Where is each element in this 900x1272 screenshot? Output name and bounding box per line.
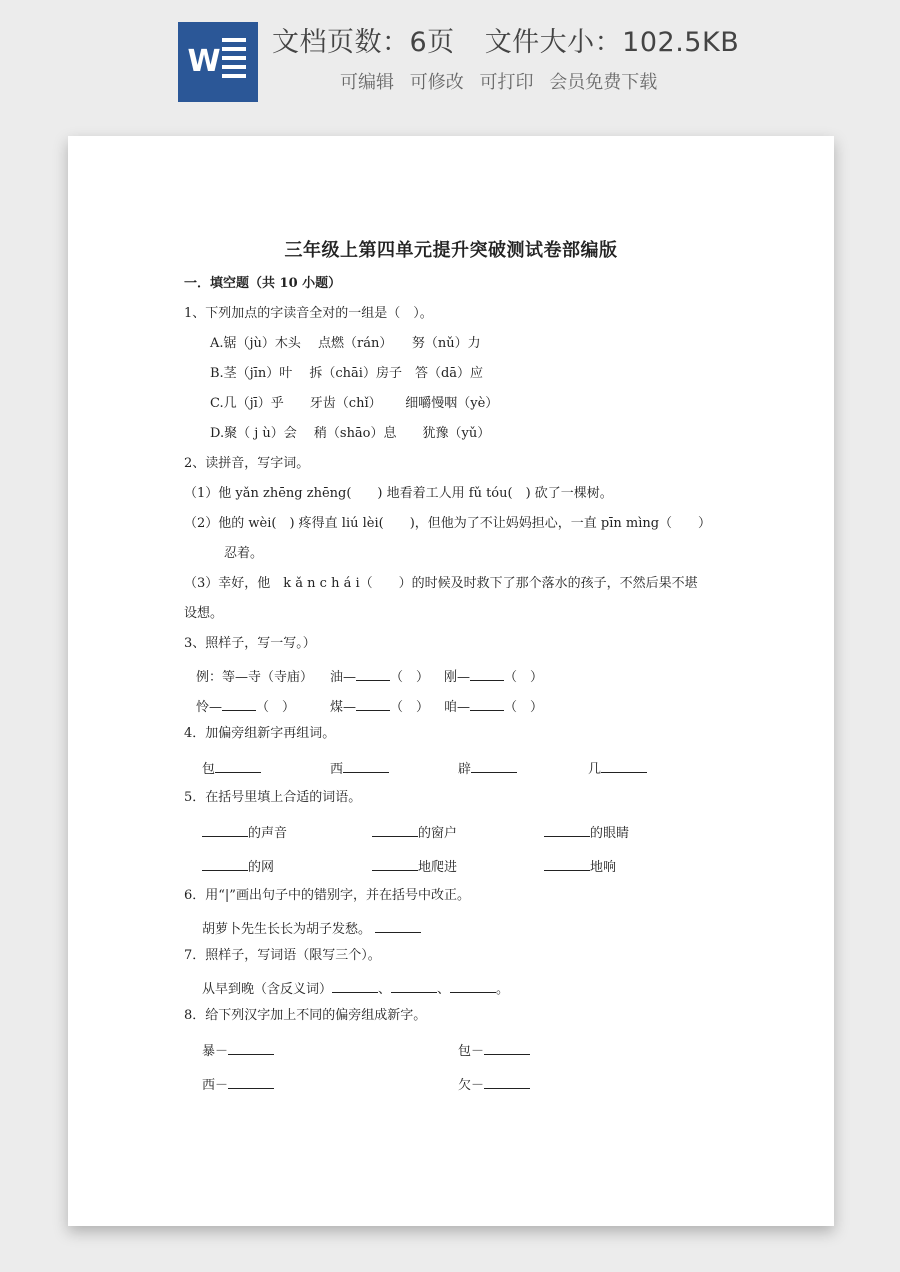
item-text: 的眼睛 <box>590 826 630 841</box>
item-char: 欠－ <box>458 1078 485 1093</box>
item-char: 咱— <box>444 700 471 715</box>
feature-editable: 可编辑 <box>340 72 394 93</box>
question-2-line-3: （3）幸好，他 k ǎ n c h á i（ ）的时候及时救下了那个落水的孩子，不然后果不堪 <box>184 576 698 591</box>
question-3-example: 例：等—寺（寺庙） <box>196 670 314 685</box>
question-5-item <box>544 856 616 875</box>
answer-blank[interactable] <box>332 980 378 993</box>
answer-blank[interactable] <box>470 668 504 681</box>
question-2-stem: 2、读拼音，写字词。 <box>184 456 310 471</box>
answer-blank[interactable] <box>470 698 504 711</box>
item-char: 西 <box>330 762 344 777</box>
answer-blank[interactable] <box>544 824 590 837</box>
question-2-line-1: （1）他 yǎn zhēng zhēng( ) 地看着工人用 fǔ tóu( ) 砍了一棵树。 <box>184 486 613 501</box>
item-paren: （ ） <box>390 700 430 715</box>
answer-blank[interactable] <box>228 1042 274 1055</box>
item-char: 煤— <box>330 700 357 715</box>
separator: 、 <box>437 982 451 997</box>
document-title: 三年级上第四单元提升突破测试卷部编版 <box>284 240 618 261</box>
item-paren: （ ） <box>390 670 430 685</box>
item-char: 包 <box>202 762 216 777</box>
question-8-item <box>202 1074 274 1093</box>
question-2-line-2-cont: 忍着。 <box>224 546 264 561</box>
question-4-item <box>330 758 389 777</box>
answer-blank[interactable] <box>450 980 496 993</box>
file-size: 文件大小：102.5KB <box>484 27 740 58</box>
item-paren: （ ） <box>504 670 544 685</box>
item-char: 怜— <box>196 700 223 715</box>
question-5-item <box>372 856 457 875</box>
answer-blank[interactable] <box>202 824 248 837</box>
item-char: 暴－ <box>202 1044 229 1059</box>
page-count: 文档页数：6页 <box>272 27 455 58</box>
item-text: 地爬进 <box>418 860 458 875</box>
question-3-item <box>330 696 429 715</box>
item-char: 辟 <box>458 762 472 777</box>
question-1-option-c: C.几（jī）乎 牙齿（chǐ） 细嚼慢咽（yè） <box>210 396 499 411</box>
question-5-item <box>544 822 629 841</box>
question-1-option-d: D.聚（ j ù）会 稍（shāo）息 犹豫（yǔ） <box>210 426 491 441</box>
answer-blank[interactable] <box>544 858 590 871</box>
question-1-option-a: A.锯（jù）木头 点燃（rán） 努（nǔ）力 <box>210 336 481 351</box>
document-page <box>68 136 834 1226</box>
prompt-text: 从早到晚（含反义词） <box>202 982 333 997</box>
question-6-sentence <box>202 918 421 937</box>
answer-blank[interactable] <box>356 668 390 681</box>
question-6-stem: 6．用“|”画出句子中的错别字，并在括号中改正。 <box>184 888 470 903</box>
item-paren: （ ） <box>256 700 296 715</box>
question-3-item <box>444 666 543 685</box>
item-text: 的窗户 <box>418 826 458 841</box>
question-8-item <box>202 1040 274 1059</box>
question-8-item <box>458 1074 530 1093</box>
document-banner <box>0 0 900 118</box>
question-3-item <box>444 696 543 715</box>
answer-blank[interactable] <box>215 760 261 773</box>
answer-blank[interactable] <box>356 698 390 711</box>
feature-list <box>340 68 667 94</box>
feature-printable: 可打印 <box>479 72 534 93</box>
item-char: 刚— <box>444 670 471 685</box>
logo-letter: W <box>186 36 222 88</box>
question-1-stem: 1、下列加点的字读音全对的一组是（ ）。 <box>184 306 433 321</box>
question-3-stem: 3、照样子，写一写。） <box>184 636 316 651</box>
question-4-item <box>202 758 261 777</box>
answer-blank[interactable] <box>484 1076 530 1089</box>
feature-modifiable: 可修改 <box>409 72 464 93</box>
question-5-item <box>202 856 274 875</box>
document-lines-icon <box>218 38 246 86</box>
question-1-option-b: B.茎（jīn）叶 拆（chāi）房子 答（dā）应 <box>210 366 484 381</box>
answer-blank[interactable] <box>343 760 389 773</box>
question-4-stem: 4．加偏旁组新字再组词。 <box>184 726 336 741</box>
item-paren: （ ） <box>504 700 544 715</box>
question-2-line-2: （2）他的 wèi( ) 疼得直 liú lèi( )，但他为了不让妈妈担心，一直 pīn mìng（ ） <box>184 516 712 531</box>
item-char: 油— <box>330 670 357 685</box>
feature-member-download: 会员免费下载 <box>549 72 658 93</box>
item-text: 的声音 <box>248 826 288 841</box>
answer-blank[interactable] <box>375 920 421 933</box>
item-char: 几 <box>588 762 602 777</box>
question-8-stem: 8．给下列汉字加上不同的偏旁组成新字。 <box>184 1008 427 1023</box>
answer-blank[interactable] <box>601 760 647 773</box>
section-heading: 一．填空题（共 10 小题） <box>184 276 342 291</box>
question-7-stem: 7．照样子，写词语（限写三个）。 <box>184 948 381 963</box>
answer-blank[interactable] <box>372 824 418 837</box>
answer-blank[interactable] <box>484 1042 530 1055</box>
question-5-item <box>372 822 457 841</box>
answer-blank[interactable] <box>372 858 418 871</box>
word-document-icon <box>178 22 258 102</box>
question-5-stem: 5．在括号里填上合适的词语。 <box>184 790 362 805</box>
answer-blank[interactable] <box>391 980 437 993</box>
question-4-item <box>588 758 647 777</box>
question-4-item <box>458 758 517 777</box>
question-2-line-3-cont: 设想。 <box>184 606 224 621</box>
banner-title <box>272 20 872 59</box>
answer-blank[interactable] <box>228 1076 274 1089</box>
question-7-answer-line <box>202 978 509 997</box>
question-3-item <box>196 696 295 715</box>
answer-blank[interactable] <box>471 760 517 773</box>
separator: 、 <box>378 982 392 997</box>
item-text: 地响 <box>590 860 617 875</box>
item-text: 的网 <box>248 860 275 875</box>
sentence-text: 胡萝卜先生长长为胡子发愁。 <box>202 922 372 937</box>
answer-blank[interactable] <box>202 858 248 871</box>
question-8-item <box>458 1040 530 1059</box>
question-3-item <box>330 666 429 685</box>
question-5-item <box>202 822 287 841</box>
item-char: 西－ <box>202 1078 229 1093</box>
item-char: 包－ <box>458 1044 485 1059</box>
answer-blank[interactable] <box>222 698 256 711</box>
end-mark: 。 <box>496 982 510 997</box>
